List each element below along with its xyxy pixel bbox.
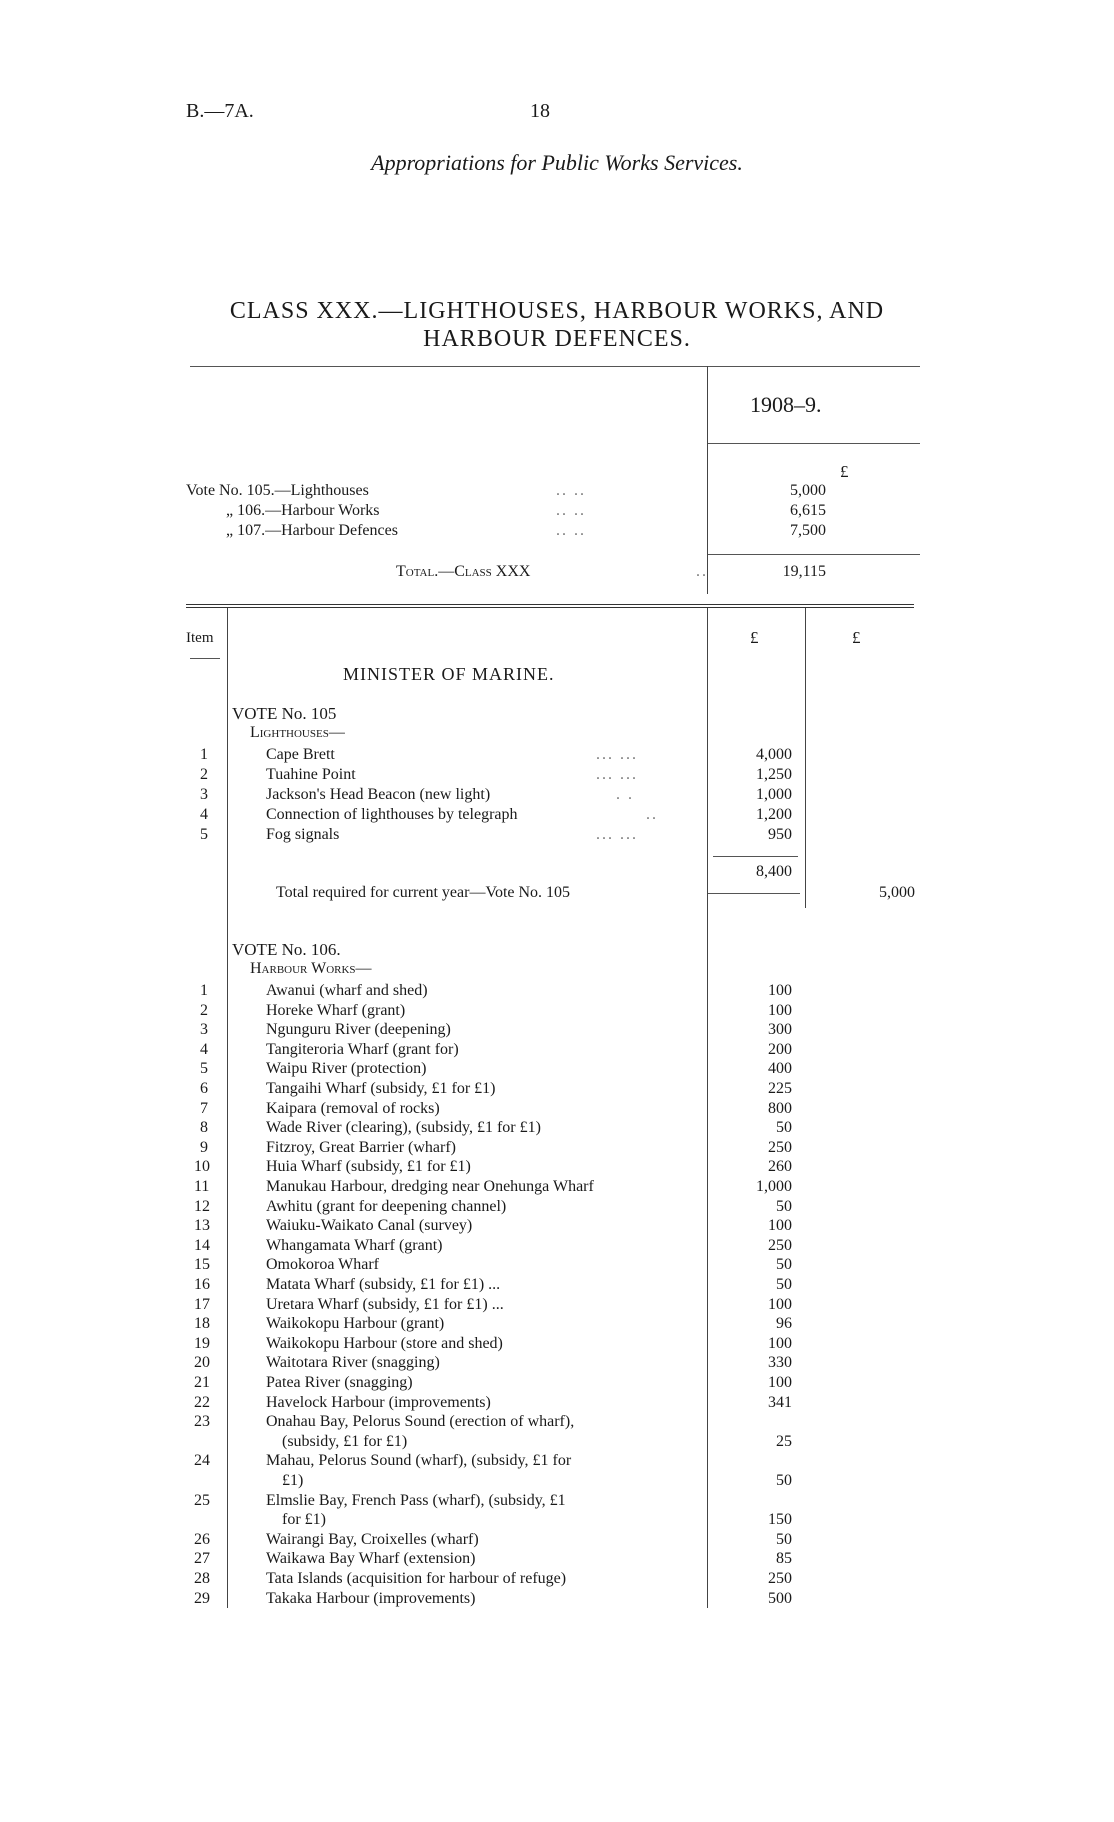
summary-row-label: „ 106.—Harbour Works [226,502,380,519]
item-number: 2 [200,766,208,783]
item-description: Waiuku-Waikato Canal (survey) [266,1217,473,1235]
item-description: Tangaihi Wharf (subsidy, £1 for £1) [266,1080,496,1097]
vote-105-total-label: Total required for current year—Vote No. 105 [276,884,571,901]
item-description: Awhitu (grant for deepening channel) [266,1197,507,1215]
item-number: 8 [200,1119,208,1137]
list-item [186,1393,706,1413]
item-description: Waikokopu Harbour (store and shed) [266,1334,503,1352]
item-description: Tata Islands (acquisition for harbour of refuge) [266,1570,567,1587]
summary-row: „ 106.—Harbour Works .. .. 6,615 [186,501,906,521]
list-item [186,1295,706,1315]
item-number: 14 [194,1236,210,1254]
item-number: 21 [194,1374,210,1391]
item-description: Fitzroy, Great Barrier (wharf) [266,1138,456,1156]
item-amount: 250 [768,1570,792,1587]
list-item [186,1216,706,1236]
item-description: Kaipara (removal of rocks) [266,1099,440,1117]
item-description: Matata Wharf (subsidy, £1 for £1) ... [266,1276,501,1293]
vote-105-subtotal: 8,400 [756,863,792,880]
list-item: 4 Connection of lighthouses by telegraph .. [200,806,658,823]
item-amount: 800 [768,1099,792,1117]
item-amount: 341 [768,1393,792,1411]
item-description: Fog signals [266,826,340,843]
item-number: 25 [194,1491,210,1509]
item-number: 15 [194,1256,210,1274]
item-number: 6 [200,1080,208,1097]
summary-year: 1908–9. [750,392,822,417]
class-heading-line1: CLASS XXX.—LIGHTHOUSES, HARBOUR WORKS, AND [229,298,885,324]
item-number: 7 [200,1099,208,1117]
item-description: Havelock Harbour (improvements) [266,1393,491,1411]
item-amount: 260 [768,1158,792,1176]
list-item-continuation [186,1510,706,1530]
list-item [186,1157,706,1177]
item-number: 16 [194,1276,210,1293]
item-amount: 1,000 [756,786,792,803]
vote-106-title: VOTE No. 106. [232,940,341,959]
item-description: Onahau Bay, Pelorus Sound (erection of wharf), [266,1413,575,1431]
item-number: 13 [194,1217,210,1235]
document-reference: B.—7A. [186,100,254,122]
summary-row-amount: 5,000 [790,482,826,499]
item-description: Cape Brett [266,746,335,763]
list-item [186,1099,706,1119]
class-heading-line2: HARBOUR DEFENCES. [423,326,691,352]
summary-row-label: „ 107.—Harbour Defences [226,522,398,539]
list-item [186,1373,706,1393]
item-description: Waitotara River (snagging) [266,1354,440,1372]
item-column-header: Item [186,630,214,646]
list-item [186,1549,706,1569]
item-number: 10 [194,1158,210,1176]
item-amount: 400 [768,1060,792,1078]
vote-105-total-amount: 5,000 [879,884,915,901]
list-item: 1 Cape Brett ... ... [200,746,638,763]
summary-row-amount: 7,500 [790,522,826,539]
item-amount: 100 [768,1295,792,1313]
summary-currency: £ [840,462,849,481]
item-amount: 950 [768,826,792,843]
list-item-continuation [186,1432,706,1452]
list-item [186,1118,706,1138]
item-amount: 1,200 [756,806,792,823]
item-amount: 100 [768,1217,792,1235]
item-amount: 200 [768,1040,792,1058]
item-number: 19 [194,1334,210,1352]
item-description: Waikawa Bay Wharf (extension) [266,1550,476,1568]
item-description: Connection of lighthouses by telegraph [266,806,518,823]
list-item [186,1255,706,1275]
item-amount: 1,250 [756,766,792,783]
item-number: 27 [194,1550,210,1568]
list-item [186,1491,706,1511]
item-description: Elmslie Bay, French Pass (wharf), (subsidy, £1 [266,1491,566,1509]
item-number: 22 [194,1393,210,1411]
item-amount: 50 [776,1472,792,1489]
item-amount: 500 [768,1589,792,1607]
item-amount: 1,000 [756,1178,792,1195]
item-amount: 50 [776,1197,792,1215]
item-description-cont: £1) [282,1472,304,1489]
item-description-cont: (subsidy, £1 for £1) [282,1432,408,1450]
vote-105-subhead: Lighthouses— [250,724,345,741]
item-number: 29 [194,1589,210,1607]
item-amount: 100 [768,1374,792,1391]
page-subtitle: Appropriations for Public Works Services. [371,150,743,175]
list-item: 5 Fog signals ... ... [200,826,638,843]
list-item [186,1001,706,1021]
item-number: 1 [200,982,208,999]
list-item [186,1530,706,1550]
summary-total-amount: 19,115 [782,563,826,580]
item-description: Mahau, Pelorus Sound (wharf), (subsidy, £1 for [266,1452,572,1470]
item-amount: 250 [768,1138,792,1156]
item-description: Wade River (clearing), (subsidy, £1 for £1) [266,1119,541,1137]
item-description: Jackson's Head Beacon (new light) [266,786,491,803]
item-amount: 50 [776,1119,792,1137]
vote-105-title: VOTE No. 105 [232,704,337,723]
item-amount: 50 [776,1276,792,1293]
item-description: Ngunguru River (deepening) [266,1021,451,1039]
item-description: Horeke Wharf (grant) [266,1001,406,1019]
item-number: 2 [200,1001,208,1019]
vote-106-subhead: Harbour Works— [250,960,372,977]
item-number: 5 [200,826,208,843]
item-number: 3 [200,786,208,803]
item-number: 5 [200,1060,208,1078]
list-item [186,1236,706,1256]
item-description: Awanui (wharf and shed) [266,982,428,999]
summary-row: „ 107.—Harbour Defences .. .. 7,500 [186,521,906,541]
item-amount: 150 [768,1511,792,1529]
item-number: 12 [194,1197,210,1215]
list-item [186,1314,706,1334]
item-description: Manukau Harbour, dredging near Onehunga Wharf [266,1178,594,1195]
item-description: Wairangi Bay, Croixelles (wharf) [266,1530,479,1548]
item-description: Waikokopu Harbour (grant) [266,1315,445,1333]
item-description: Tuahine Point [266,766,356,783]
item-description: Whangamata Wharf (grant) [266,1236,443,1254]
list-item [186,1589,706,1609]
item-amount: 225 [768,1080,792,1097]
item-amount: 100 [768,1334,792,1352]
currency-header-1: £ [750,628,759,647]
item-number: 9 [200,1138,208,1156]
list-item [186,1275,706,1295]
item-amount: 330 [768,1354,792,1372]
list-item [186,1197,706,1217]
list-item-continuation [186,1471,706,1491]
item-description: Tangiteroria Wharf (grant for) [266,1040,459,1058]
list-item [186,1040,706,1060]
item-number: 17 [194,1295,210,1313]
list-item [186,1079,706,1099]
list-item [186,1569,706,1589]
item-description: Takaka Harbour (improvements) [266,1589,476,1607]
item-amount: 100 [768,1001,792,1019]
list-item [186,1177,706,1197]
list-item [186,1138,706,1158]
item-number: 11 [194,1178,210,1195]
page-number: 18 [530,100,550,122]
summary-row-amount: 6,615 [790,502,826,519]
item-amount: 250 [768,1236,792,1254]
list-item: 3 Jackson's Head Beacon (new light) . . [200,786,634,803]
list-item [186,981,706,1001]
currency-header-2: £ [852,628,861,647]
item-description: Huia Wharf (subsidy, £1 for £1) [266,1158,471,1176]
list-item [186,1334,706,1354]
list-item [186,1412,706,1432]
item-description: Waipu River (protection) [266,1060,427,1078]
list-item [186,1059,706,1079]
summary-total-label: Total.—Class XXX [396,563,531,580]
list-item: 2 Tuahine Point ... ... [200,766,638,783]
item-description: Omokoroa Wharf [266,1256,379,1274]
item-amount: 100 [768,982,792,999]
item-number: 3 [200,1021,208,1039]
summary-row: Vote No. 105.—Lighthouses .. .. 5,000 [186,482,826,499]
list-item [186,1451,706,1471]
summary-row-label: Vote No. 105.—Lighthouses [186,482,369,499]
item-description-cont: for £1) [282,1511,326,1529]
item-description: Uretara Wharf (subsidy, £1 for £1) ... [266,1295,504,1313]
item-number: 24 [194,1452,210,1470]
item-number: 18 [194,1315,210,1333]
item-amount: 25 [776,1432,792,1450]
list-item [186,1020,706,1040]
item-amount: 50 [776,1530,792,1548]
item-number: 1 [200,746,208,763]
summary-total-row: Total.—Class XXX .. 19,115 [396,563,826,580]
item-amount: 50 [776,1256,792,1274]
item-number: 26 [194,1530,210,1548]
item-number: 4 [200,806,208,823]
item-amount: 4,000 [756,746,792,763]
item-number: 23 [194,1413,210,1431]
item-number: 28 [194,1570,210,1587]
item-amount: 96 [776,1315,792,1333]
item-number: 4 [200,1040,208,1058]
minister-heading: MINISTER OF MARINE. [343,664,555,684]
item-amount: 85 [776,1550,792,1568]
item-description: Patea River (snagging) [266,1374,413,1391]
item-number: 20 [194,1354,210,1372]
list-item [186,1353,706,1373]
item-amount: 300 [768,1021,792,1039]
